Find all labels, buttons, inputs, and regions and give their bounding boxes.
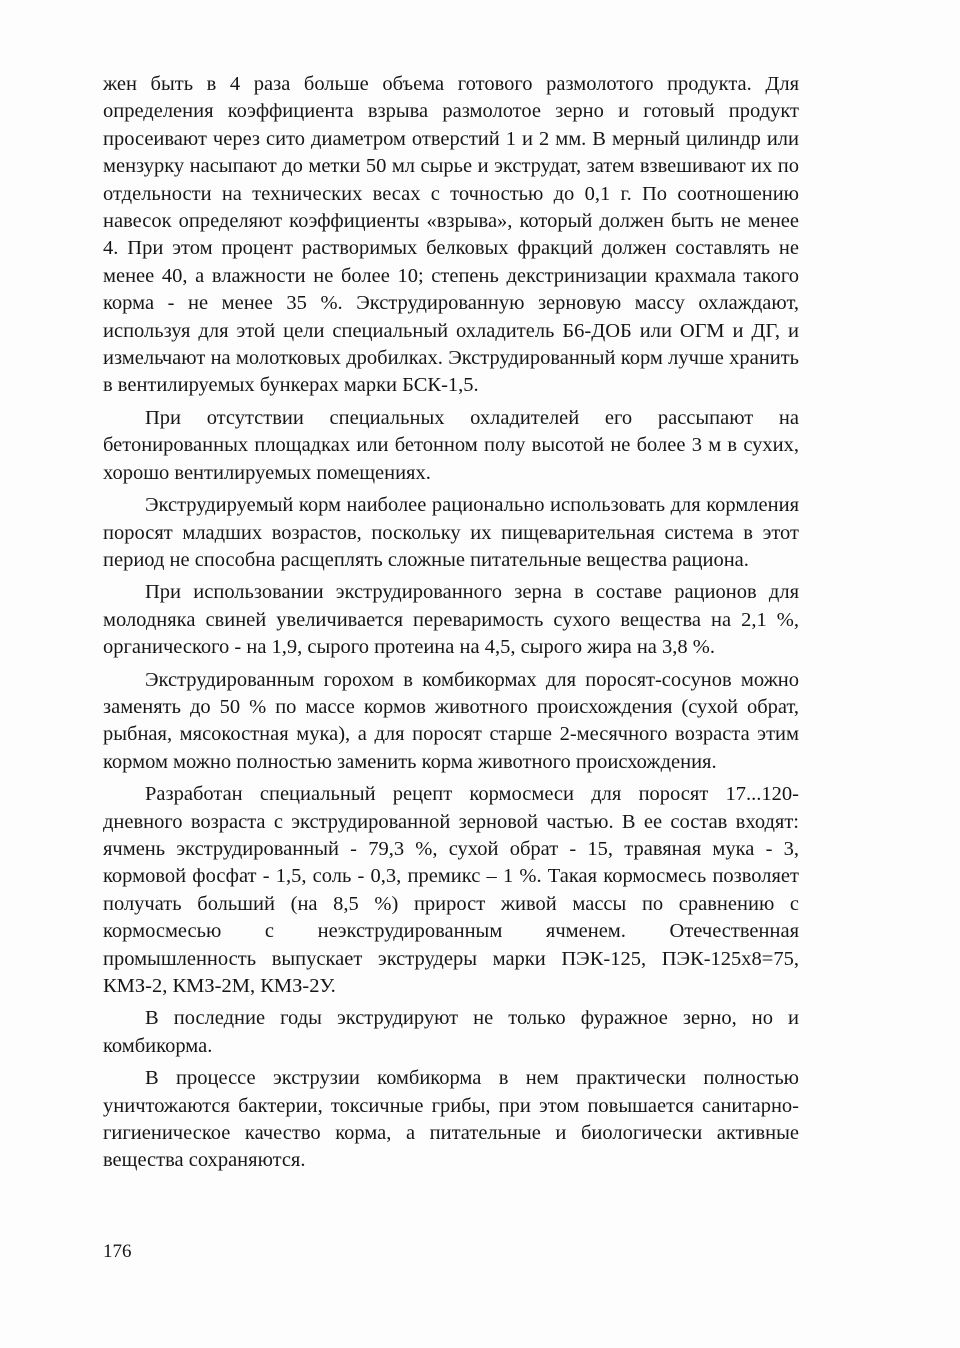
paragraph: Экструдированным горохом в комбикормах для поросят-сосунов можно заменять до 50 % по массе кормов животного происхождения (сухой обрат, рыбная, мясокостная мука), а для поросят старше 2-месячного возраста этим кормом можно полностью заменить корма животного происхождения. [103, 668, 799, 773]
paragraph: При использовании экструдированного зерна в составе рационов для молодняка свиней увеличивается переваримость сухого вещества на 2,1 %, органического - на 1,9, сырого протеина на 4,5, сырого жира на 3,8 %. [103, 581, 799, 659]
paragraph: Экструдируемый корм наиболее рационально использовать для кормления поросят младших возрастов, поскольку их пищеварительная система в этот период не способна расщеплять сложные питательные вещества рациона. [103, 494, 799, 571]
paragraph: При отсутствии специальных охладителей его рассыпают на бетонированных площадках или бетонном полу высотой не более 3 м в сухих, хорошо вентилируемых помещениях. [103, 406, 799, 484]
paragraph-continuation: жен быть в 4 раза больше объема готового размолотого продукта. Для определения коэффициента взрыва размолотое зерно и готовый продукт просеивают через сито диаметром отверстий 1 и 2 мм. В мерный цилиндр или мензурку насыпают до метки 50 мл сырье и экструдат, затем взвешивают их по отдельности на технических весах с точностью до 0,1 г. По соотношению навесок определяют коэффициенты «взрыва», который должен быть не менее 4. При этом процент растворимых белковых фракций должен составлять не менее 40, а влажности не более 10; степень декстринизации крахмала такого корма - не менее 35 %. Экструдированную зерновую массу охлаждают, используя для этой цели специальный охладитель Б6-ДОБ или ОГМ и ДГ, и измельчают на молотковых дробилках. Экструдированный корм лучше хранить в вентилируемых бункерах марки БСК-1,5. [103, 73, 799, 397]
paragraph: В процессе экструзии комбикорма в нем практически полностью уничтожаются бактерии, токсичные грибы, при этом повышается санитарно-гигиеническое качество корма, а питательные и биологически активные вещества сохраняются. [103, 1067, 799, 1172]
paragraph: Разработан специальный рецепт кормосмеси для поросят 17...120-дневного возраста с экструдированной зерновой частью. В ее состав входят: ячмень экструдированный - 79,3 %, сухой обрат - 15, травяная мука - 3, кормовой фосфат - 1,5, соль - 0,3, премикс – 1 %. Такая кормосмесь позволяет получать больший (на 8,5 %) прирост живой массы по сравнению с кормосмесью с неэкструдированным ячменем. Отечественная промышленность выпускает экструдеры марки ПЭК-125, ПЭК-125х8=75, КМЗ-2, КМЗ-2М, КМЗ-2У. [103, 783, 799, 997]
paragraph: В последние годы экструдируют не только фуражное зерно, но и комбикорма. [103, 1007, 799, 1057]
body-text [103, 71, 799, 1175]
page-number: 176 [103, 1241, 132, 1262]
